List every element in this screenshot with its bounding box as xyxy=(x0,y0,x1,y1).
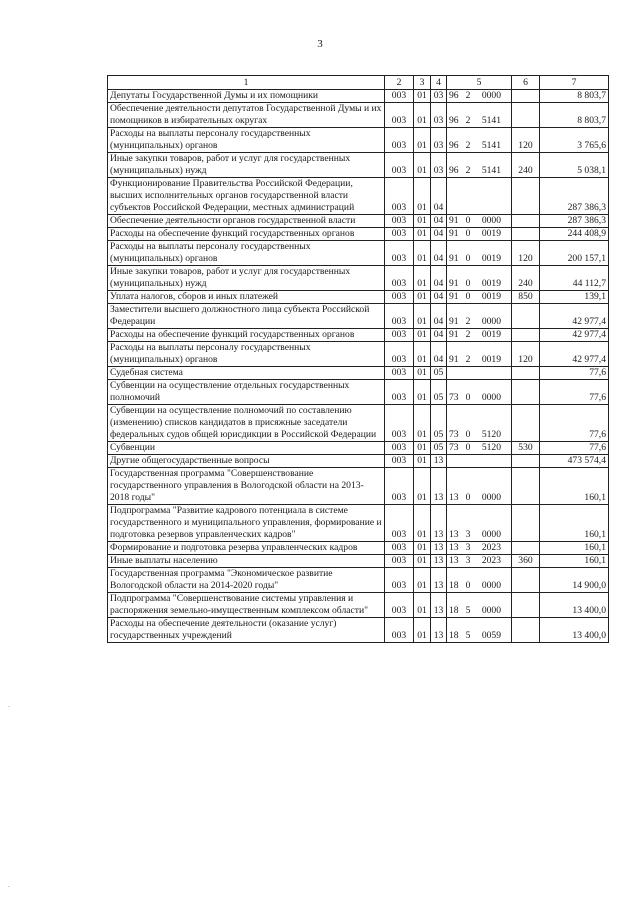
row-csr-part: 91 xyxy=(449,278,459,289)
table-row xyxy=(108,542,609,555)
row-name-cell: Подпрограмма "Совершенствование системы управления и распоряжения земельно-имущественным комплексом области" xyxy=(108,593,385,618)
table-row xyxy=(108,241,609,266)
row-csr-part: 0019 xyxy=(481,354,501,365)
row-gr-cell: 003 xyxy=(385,90,414,103)
row-sum-cell: 8 803,7 xyxy=(540,103,609,128)
row-pr-cell: 13 xyxy=(431,618,447,643)
row-gr-cell: 003 xyxy=(385,128,414,153)
row-csr-part: 3 xyxy=(465,529,471,540)
row-csr-part: 0 xyxy=(465,429,471,440)
header-col-7: 7 xyxy=(540,76,609,90)
budget-table xyxy=(107,75,609,643)
row-pr-cell: 13 xyxy=(431,593,447,618)
row-csr-part: 0 xyxy=(465,392,471,403)
row-rz-cell: 01 xyxy=(414,342,431,367)
row-csr-part: 0 xyxy=(465,580,471,591)
row-csr-part: 2 xyxy=(465,90,471,101)
row-csr-cell xyxy=(447,215,512,228)
table-row xyxy=(108,568,609,593)
row-name-cell: Подпрограмма "Развитие кадрового потенциала в системе государственного и муниципального управления, формирование и подготовка резервов управленческих кадров" xyxy=(108,505,385,542)
row-gr-cell: 003 xyxy=(385,304,414,329)
scan-margin-mark: . xyxy=(8,700,10,709)
row-pr-cell: 04 xyxy=(431,178,447,215)
row-gr-cell: 003 xyxy=(385,153,414,178)
row-gr-cell: 003 xyxy=(385,568,414,593)
row-sum-cell: 42 977,4 xyxy=(540,342,609,367)
row-rz-cell: 01 xyxy=(414,405,431,442)
row-vr-cell: 530 xyxy=(512,442,540,455)
row-csr-part: 0000 xyxy=(481,529,501,540)
row-csr-part: 0000 xyxy=(481,215,501,226)
row-csr-part: 3 xyxy=(465,542,471,553)
row-gr-cell: 003 xyxy=(385,542,414,555)
row-csr-part: 91 xyxy=(449,228,459,239)
row-csr-part: 96 xyxy=(449,140,459,151)
row-csr-part: 91 xyxy=(449,354,459,365)
row-pr-cell: 13 xyxy=(431,505,447,542)
row-vr-cell: 240 xyxy=(512,153,540,178)
row-sum-cell: 8 803,7 xyxy=(540,90,609,103)
row-csr-part: 2 xyxy=(465,329,471,340)
row-gr-cell: 003 xyxy=(385,593,414,618)
row-sum-cell: 13 400,0 xyxy=(540,618,609,643)
row-vr-cell xyxy=(512,367,540,380)
row-csr-cell xyxy=(447,228,512,241)
row-rz-cell: 01 xyxy=(414,542,431,555)
page-number: 3 xyxy=(317,38,323,50)
row-csr-cell xyxy=(447,342,512,367)
row-pr-cell: 04 xyxy=(431,329,447,342)
row-name-cell: Расходы на обеспечение деятельности (оказание услуг) государственных учреждений xyxy=(108,618,385,643)
row-csr-part: 91 xyxy=(449,215,459,226)
row-csr-cell xyxy=(447,468,512,505)
header-col-5: 5 xyxy=(447,76,512,90)
row-vr-cell xyxy=(512,329,540,342)
row-pr-cell: 03 xyxy=(431,153,447,178)
row-csr-cell xyxy=(447,103,512,128)
row-csr-part: 13 xyxy=(449,555,459,566)
row-vr-cell xyxy=(512,380,540,405)
row-pr-cell: 03 xyxy=(431,103,447,128)
table-row xyxy=(108,618,609,643)
row-gr-cell: 003 xyxy=(385,215,414,228)
row-vr-cell xyxy=(512,593,540,618)
header-col-3: 3 xyxy=(414,76,431,90)
row-csr-part: 0000 xyxy=(481,316,501,327)
row-gr-cell: 003 xyxy=(385,505,414,542)
row-sum-cell: 44 112,7 xyxy=(540,266,609,291)
row-vr-cell: 240 xyxy=(512,266,540,291)
row-name-cell: Расходы на обеспечение функций государственных органов xyxy=(108,329,385,342)
row-csr-part: 0 xyxy=(465,228,471,239)
row-sum-cell: 160,1 xyxy=(540,505,609,542)
row-vr-cell xyxy=(512,455,540,468)
table-row xyxy=(108,178,609,215)
row-csr-cell xyxy=(447,455,512,468)
row-rz-cell: 01 xyxy=(414,367,431,380)
table-row xyxy=(108,153,609,178)
row-rz-cell: 01 xyxy=(414,468,431,505)
row-name-cell: Обеспечение деятельности органов государственной власти xyxy=(108,215,385,228)
table-row xyxy=(108,455,609,468)
row-name-cell: Другие общегосударственные вопросы xyxy=(108,455,385,468)
row-csr-part: 0059 xyxy=(481,630,501,641)
row-name-cell: Иные выплаты населению xyxy=(108,555,385,568)
row-csr-part: 0000 xyxy=(481,492,501,503)
row-name-cell: Функционирование Правительства Российской Федерации, высших исполнительных органов государственной власти субъектов Российской Федерации, местных администраций xyxy=(108,178,385,215)
row-gr-cell: 003 xyxy=(385,555,414,568)
row-pr-cell: 04 xyxy=(431,228,447,241)
row-vr-cell xyxy=(512,542,540,555)
row-csr-part: 2 xyxy=(465,115,471,126)
row-gr-cell: 003 xyxy=(385,367,414,380)
row-csr-part: 0 xyxy=(465,291,471,302)
table-row xyxy=(108,405,609,442)
table-row xyxy=(108,367,609,380)
row-name-cell: Субвенции на осуществление отдельных государственных полномочий xyxy=(108,380,385,405)
table-row xyxy=(108,90,609,103)
row-pr-cell: 13 xyxy=(431,555,447,568)
row-csr-part: 0000 xyxy=(481,605,501,616)
row-sum-cell: 42 977,4 xyxy=(540,329,609,342)
row-gr-cell: 003 xyxy=(385,455,414,468)
row-rz-cell: 01 xyxy=(414,215,431,228)
row-csr-part: 0000 xyxy=(481,392,501,403)
row-name-cell: Государственная программа "Совершенствование государственного управления в Вологодской области на 2013-2018 годы" xyxy=(108,468,385,505)
row-name-cell: Иные закупки товаров, работ и услуг для государственных (муниципальных) нужд xyxy=(108,266,385,291)
table-row xyxy=(108,593,609,618)
row-rz-cell: 01 xyxy=(414,455,431,468)
row-csr-part: 13 xyxy=(449,492,459,503)
row-csr-cell xyxy=(447,153,512,178)
row-vr-cell xyxy=(512,304,540,329)
row-csr-part: 0 xyxy=(465,442,471,453)
row-csr-cell xyxy=(447,542,512,555)
row-name-cell: Иные закупки товаров, работ и услуг для государственных (муниципальных) нужд xyxy=(108,153,385,178)
row-csr-part: 18 xyxy=(449,580,459,591)
row-pr-cell: 05 xyxy=(431,380,447,405)
row-vr-cell: 360 xyxy=(512,555,540,568)
row-csr-part: 73 xyxy=(449,392,459,403)
row-sum-cell: 139,1 xyxy=(540,291,609,304)
row-csr-part: 91 xyxy=(449,253,459,264)
row-vr-cell xyxy=(512,568,540,593)
row-vr-cell xyxy=(512,405,540,442)
row-csr-part: 2023 xyxy=(481,542,501,553)
row-rz-cell: 01 xyxy=(414,90,431,103)
row-csr-part: 18 xyxy=(449,630,459,641)
row-csr-part: 0019 xyxy=(481,291,501,302)
row-csr-part: 91 xyxy=(449,329,459,340)
row-name-cell: Обеспечение деятельности депутатов Государственной Думы и их помощников в избирательных округах xyxy=(108,103,385,128)
row-name-cell: Формирование и подготовка резерва управленческих кадров xyxy=(108,542,385,555)
row-name-cell: Расходы на выплаты персоналу государственных (муниципальных) органов xyxy=(108,128,385,153)
row-csr-cell xyxy=(447,90,512,103)
row-sum-cell: 13 400,0 xyxy=(540,593,609,618)
row-csr-part: 0019 xyxy=(481,253,501,264)
row-gr-cell: 003 xyxy=(385,405,414,442)
row-name-cell: Субвенции на осуществление полномочий по составлению (изменению) списков кандидатов в присяжные заседатели федеральных судов общей юрисдикции в Российской Федерации xyxy=(108,405,385,442)
row-csr-cell xyxy=(447,178,512,215)
row-csr-cell xyxy=(447,291,512,304)
row-pr-cell: 04 xyxy=(431,304,447,329)
row-sum-cell: 160,1 xyxy=(540,555,609,568)
row-gr-cell: 003 xyxy=(385,241,414,266)
row-csr-cell xyxy=(447,128,512,153)
row-vr-cell: 120 xyxy=(512,342,540,367)
row-csr-part: 0019 xyxy=(481,228,501,239)
row-pr-cell: 13 xyxy=(431,542,447,555)
row-gr-cell: 003 xyxy=(385,442,414,455)
row-pr-cell: 05 xyxy=(431,442,447,455)
row-vr-cell xyxy=(512,215,540,228)
row-vr-cell xyxy=(512,505,540,542)
row-vr-cell xyxy=(512,178,540,215)
row-csr-cell xyxy=(447,505,512,542)
table-row xyxy=(108,215,609,228)
table-body xyxy=(108,90,609,643)
row-pr-cell: 05 xyxy=(431,367,447,380)
row-csr-part: 5141 xyxy=(481,115,501,126)
row-csr-part: 0019 xyxy=(481,278,501,289)
row-sum-cell: 244 408,9 xyxy=(540,228,609,241)
table-row xyxy=(108,442,609,455)
row-name-cell: Расходы на обеспечение функций государственных органов xyxy=(108,228,385,241)
table-header-row xyxy=(108,76,609,90)
row-rz-cell: 01 xyxy=(414,128,431,153)
row-vr-cell: 850 xyxy=(512,291,540,304)
row-csr-part: 5141 xyxy=(481,165,501,176)
row-csr-part: 73 xyxy=(449,442,459,453)
row-vr-cell xyxy=(512,228,540,241)
row-rz-cell: 01 xyxy=(414,555,431,568)
row-vr-cell xyxy=(512,468,540,505)
row-csr-part: 2 xyxy=(465,316,471,327)
row-rz-cell: 01 xyxy=(414,505,431,542)
row-rz-cell: 01 xyxy=(414,593,431,618)
row-rz-cell: 01 xyxy=(414,178,431,215)
row-csr-part: 5120 xyxy=(481,429,501,440)
row-csr-cell xyxy=(447,380,512,405)
row-rz-cell: 01 xyxy=(414,103,431,128)
row-name-cell: Судебная система xyxy=(108,367,385,380)
header-col-1: 1 xyxy=(108,76,385,90)
table-row xyxy=(108,342,609,367)
row-pr-cell: 04 xyxy=(431,241,447,266)
row-gr-cell: 003 xyxy=(385,342,414,367)
table-row xyxy=(108,380,609,405)
row-pr-cell: 03 xyxy=(431,128,447,153)
row-csr-part: 0 xyxy=(465,253,471,264)
scan-margin-mark: . xyxy=(8,880,10,889)
row-csr-part: 2 xyxy=(465,140,471,151)
row-csr-cell xyxy=(447,405,512,442)
row-rz-cell: 01 xyxy=(414,380,431,405)
table-row xyxy=(108,128,609,153)
row-csr-cell xyxy=(447,555,512,568)
row-name-cell: Расходы на выплаты персоналу государственных (муниципальных) органов xyxy=(108,241,385,266)
row-csr-cell xyxy=(447,367,512,380)
table-row xyxy=(108,228,609,241)
row-rz-cell: 01 xyxy=(414,291,431,304)
row-sum-cell: 473 574,4 xyxy=(540,455,609,468)
row-sum-cell: 77,6 xyxy=(540,405,609,442)
row-rz-cell: 01 xyxy=(414,442,431,455)
row-pr-cell: 04 xyxy=(431,266,447,291)
table-row xyxy=(108,555,609,568)
row-gr-cell: 003 xyxy=(385,380,414,405)
row-gr-cell: 003 xyxy=(385,468,414,505)
row-sum-cell: 77,6 xyxy=(540,380,609,405)
row-csr-part: 5141 xyxy=(481,140,501,151)
row-rz-cell: 01 xyxy=(414,266,431,291)
row-csr-part: 0000 xyxy=(481,90,501,101)
row-csr-part: 0 xyxy=(465,492,471,503)
row-csr-part: 0000 xyxy=(481,580,501,591)
row-vr-cell: 120 xyxy=(512,128,540,153)
row-sum-cell: 287 386,3 xyxy=(540,178,609,215)
row-sum-cell: 200 157,1 xyxy=(540,241,609,266)
table-row xyxy=(108,103,609,128)
header-col-4: 4 xyxy=(431,76,447,90)
row-csr-cell xyxy=(447,442,512,455)
table-row xyxy=(108,468,609,505)
row-rz-cell: 01 xyxy=(414,618,431,643)
row-pr-cell: 05 xyxy=(431,405,447,442)
row-csr-cell xyxy=(447,329,512,342)
row-csr-part: 91 xyxy=(449,316,459,327)
table-row xyxy=(108,266,609,291)
row-csr-part: 91 xyxy=(449,291,459,302)
row-csr-cell xyxy=(447,241,512,266)
row-pr-cell: 04 xyxy=(431,215,447,228)
table-row xyxy=(108,505,609,542)
table-row xyxy=(108,329,609,342)
table-row xyxy=(108,304,609,329)
row-sum-cell: 77,6 xyxy=(540,442,609,455)
row-csr-part: 96 xyxy=(449,115,459,126)
row-rz-cell: 01 xyxy=(414,228,431,241)
row-gr-cell: 003 xyxy=(385,103,414,128)
row-csr-part: 0019 xyxy=(481,329,501,340)
row-csr-part: 73 xyxy=(449,429,459,440)
row-name-cell: Государственная программа "Экономическое развитие Вологодской области на 2014-2020 годы" xyxy=(108,568,385,593)
row-gr-cell: 003 xyxy=(385,178,414,215)
row-sum-cell: 5 038,1 xyxy=(540,153,609,178)
row-sum-cell: 287 386,3 xyxy=(540,215,609,228)
row-rz-cell: 01 xyxy=(414,153,431,178)
row-csr-part: 3 xyxy=(465,555,471,566)
row-csr-part: 96 xyxy=(449,90,459,101)
row-sum-cell: 42 977,4 xyxy=(540,304,609,329)
row-pr-cell: 04 xyxy=(431,291,447,304)
row-pr-cell: 03 xyxy=(431,90,447,103)
row-gr-cell: 003 xyxy=(385,618,414,643)
row-pr-cell: 13 xyxy=(431,455,447,468)
row-name-cell: Субвенции xyxy=(108,442,385,455)
row-name-cell: Расходы на выплаты персоналу государственных (муниципальных) органов xyxy=(108,342,385,367)
row-csr-part: 2 xyxy=(465,354,471,365)
row-pr-cell: 04 xyxy=(431,342,447,367)
row-csr-part: 0 xyxy=(465,278,471,289)
row-name-cell: Уплата налогов, сборов и иных платежей xyxy=(108,291,385,304)
row-name-cell: Депутаты Государственной Думы и их помощники xyxy=(108,90,385,103)
row-vr-cell xyxy=(512,90,540,103)
row-rz-cell: 01 xyxy=(414,568,431,593)
row-sum-cell: 3 765,6 xyxy=(540,128,609,153)
table-row xyxy=(108,291,609,304)
row-csr-part: 2023 xyxy=(481,555,501,566)
row-gr-cell: 003 xyxy=(385,291,414,304)
row-csr-cell xyxy=(447,266,512,291)
row-csr-cell xyxy=(447,593,512,618)
header-col-6: 6 xyxy=(512,76,540,90)
row-pr-cell: 13 xyxy=(431,568,447,593)
row-csr-part: 5120 xyxy=(481,442,501,453)
row-name-cell: Заместители высшего должностного лица субъекта Российской Федерации xyxy=(108,304,385,329)
row-gr-cell: 003 xyxy=(385,329,414,342)
row-csr-cell xyxy=(447,304,512,329)
row-gr-cell: 003 xyxy=(385,228,414,241)
row-csr-part: 5 xyxy=(465,630,471,641)
row-csr-part: 13 xyxy=(449,529,459,540)
row-vr-cell xyxy=(512,618,540,643)
row-csr-part: 96 xyxy=(449,165,459,176)
row-gr-cell: 003 xyxy=(385,266,414,291)
row-vr-cell xyxy=(512,103,540,128)
header-col-2: 2 xyxy=(385,76,414,90)
row-rz-cell: 01 xyxy=(414,329,431,342)
row-sum-cell: 160,1 xyxy=(540,542,609,555)
row-rz-cell: 01 xyxy=(414,304,431,329)
row-vr-cell: 120 xyxy=(512,241,540,266)
row-csr-part: 5 xyxy=(465,605,471,616)
row-csr-cell xyxy=(447,568,512,593)
row-csr-part: 18 xyxy=(449,605,459,616)
row-csr-part: 13 xyxy=(449,542,459,553)
row-csr-cell xyxy=(447,618,512,643)
row-sum-cell: 77,6 xyxy=(540,367,609,380)
row-sum-cell: 14 900,0 xyxy=(540,568,609,593)
row-pr-cell: 13 xyxy=(431,468,447,505)
row-sum-cell: 160,1 xyxy=(540,468,609,505)
row-csr-part: 2 xyxy=(465,165,471,176)
row-rz-cell: 01 xyxy=(414,241,431,266)
row-csr-part: 0 xyxy=(465,215,471,226)
